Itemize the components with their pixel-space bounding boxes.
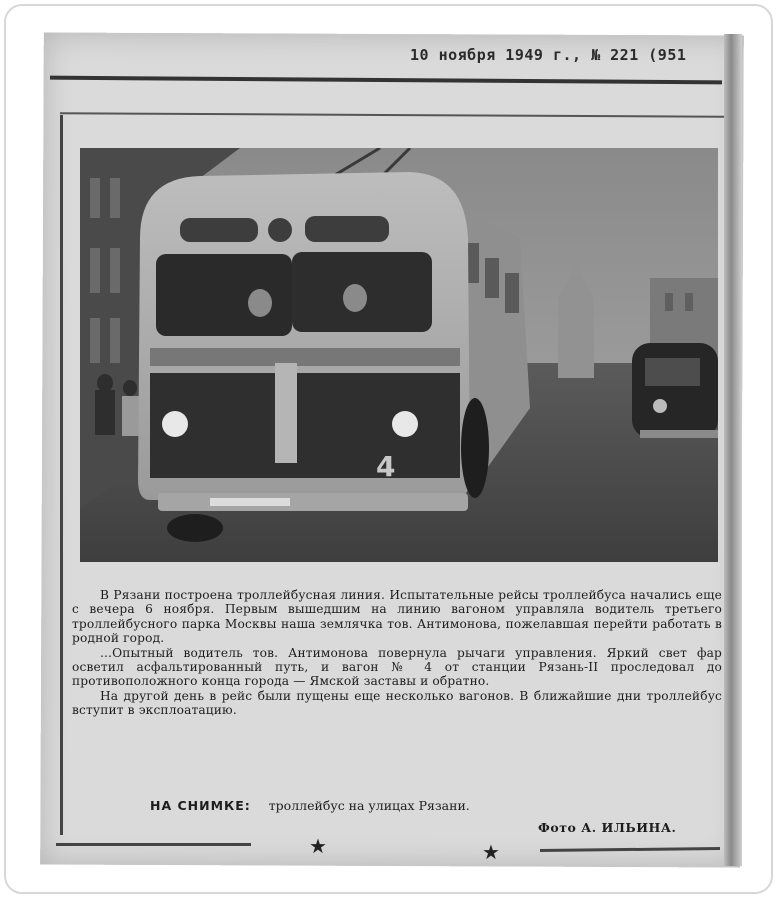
headlight-right [392, 411, 418, 437]
photo-credit: Фото А. ИЛЬИНА. [538, 820, 677, 835]
caption-text: троллейбус на улицах Рязани. [268, 798, 470, 813]
page-edge-shadow [724, 34, 742, 866]
article-paragraph: В Рязани построена троллейбусная линия. Испытательные рейсы троллейбуса начались еще с вечера 6 ноября. Первым вышедшим на линию вагоном управляла водитель третьего троллейбусного парка Москвы наша землячка тов. Антимонова, пожелавшая перейти работать в родной город. [72, 588, 722, 646]
caption-label: НА СНИМКЕ: [150, 798, 251, 813]
bus-number: 4 [376, 450, 396, 483]
article-paragraph: На другой день в рейс были пущены еще несколько вагонов. В ближайшие дни троллейбус вступит в эксплоатацию. [72, 688, 722, 718]
article-paragraph: ...Опытный водитель тов. Антимонова повернула рычаги управления. Яркий свет фар осветил асфальтированный путь, и вагон № 4 от станции Рязань-II проследовал до противоположного конца города — Ямской заставы и обратно. [72, 645, 722, 689]
destination-window-left [180, 218, 258, 242]
box-left-border [60, 115, 63, 835]
windshield-left [156, 254, 292, 336]
article-body [72, 588, 722, 718]
trolleybus-photo [80, 148, 718, 562]
star-ornament: ★ [482, 840, 500, 864]
front-bumper [158, 493, 468, 511]
destination-window-right [305, 216, 389, 242]
issue-dateline: 10 ноября 1949 г., № 221 (951 [410, 46, 687, 64]
star-ornament: ★ [309, 834, 327, 858]
headlight-left [162, 411, 188, 437]
parked-car [632, 343, 718, 438]
photo-caption [150, 798, 710, 813]
bottom-rule-left [56, 843, 251, 846]
